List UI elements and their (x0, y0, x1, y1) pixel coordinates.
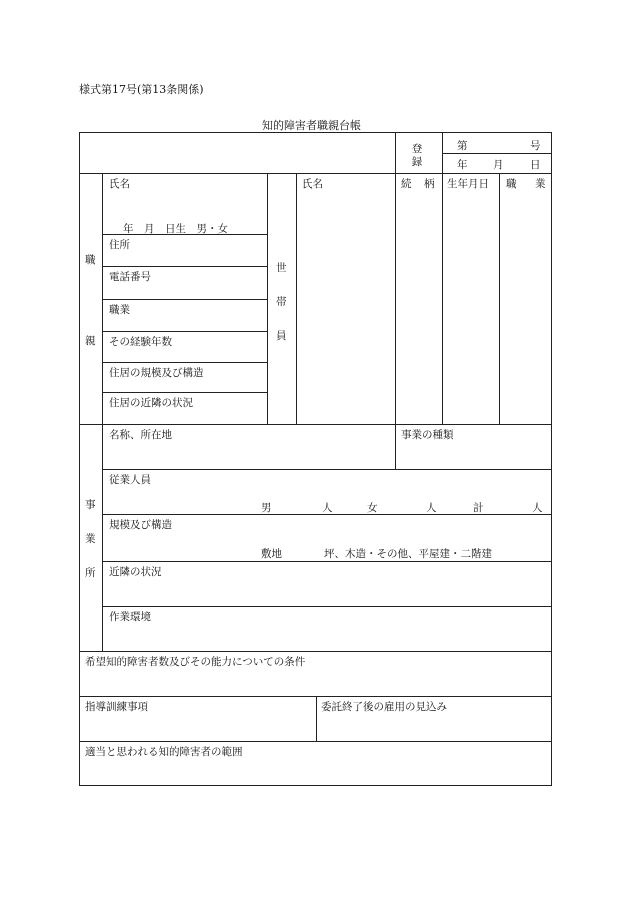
household-side-label-2: 帯 (276, 296, 287, 308)
shokushin-address-label: 住所 (109, 239, 130, 251)
household-relation-1: 続 (401, 178, 412, 190)
shokushin-side-label-2: 親 (85, 335, 96, 347)
jigyosho-work-environment-label: 作業環境 (109, 611, 151, 623)
shokushin-side-label-1: 職 (85, 254, 96, 266)
jigyosho-male-label: 男 (261, 502, 272, 514)
registration-go: 号 (530, 140, 541, 152)
shokushin-name-label: 氏名 (109, 178, 130, 190)
household-side-label-1: 世 (276, 262, 287, 274)
suitable-range-label: 適当と思われる知的障害者の範囲 (85, 746, 243, 758)
household-side-label-3: 員 (276, 330, 287, 342)
jigyosho-person-2: 人 (426, 502, 437, 514)
shokushin-neighborhood-label: 住居の近隣の状況 (109, 397, 193, 409)
registration-dai: 第 (457, 140, 468, 152)
jigyosho-person-3: 人 (532, 502, 543, 514)
jigyosho-scale-structure-label: 規模及び構造 (109, 519, 172, 531)
jigyosho-person-1: 人 (322, 502, 333, 514)
jigyosho-name-location-label: 名称、所在地 (109, 429, 172, 441)
shokushin-housing-label: 住居の規模及び構造 (109, 367, 204, 379)
registration-year: 年 (457, 159, 468, 171)
household-name-label: 氏名 (302, 178, 323, 190)
household-birthdate-label: 生年月日 (447, 178, 489, 190)
shokushin-occupation-label: 職業 (109, 304, 130, 316)
jigyosho-total-label: 計 (473, 502, 484, 514)
jigyosho-side-label-1: 事 (85, 499, 96, 511)
jigyosho-female-label: 女 (367, 502, 378, 514)
desired-conditions-label: 希望知的障害者数及びその能力についての条件 (85, 656, 306, 668)
registration-day: 日 (530, 159, 541, 171)
household-relation-2: 柄 (424, 178, 435, 190)
jigyosho-side-label-2: 業 (85, 533, 96, 545)
register-form (79, 132, 552, 786)
household-occupation-2: 業 (535, 178, 546, 190)
household-occupation-1: 職 (506, 178, 517, 190)
page-title: 知的障害者職親台帳 (262, 119, 361, 132)
shokushin-birth-row: 年 月 日生 男・女 (123, 223, 228, 235)
shokushin-experience-label: その経験年数 (109, 336, 172, 348)
form-number: 様式第17号(第13条関係) (79, 83, 204, 96)
guidance-training-label: 指導訓練事項 (85, 701, 148, 713)
registration-label (411, 143, 423, 169)
jigyosho-side-label-3: 所 (85, 567, 96, 579)
registration-month: 月 (493, 159, 504, 171)
jigyosho-neighborhood-label: 近隣の状況 (109, 566, 162, 578)
registration-text: 登録 (411, 143, 423, 168)
jigyosho-employees-label: 従業人員 (109, 474, 151, 486)
jigyosho-business-type-label: 事業の種類 (401, 429, 454, 441)
jigyosho-site-row: 敷地 坪、木造・その他、平屋建・二階建 (261, 548, 492, 560)
employment-prospect-label: 委託終了後の雇用の見込み (321, 701, 447, 713)
shokushin-phone-label: 電話番号 (109, 271, 151, 283)
